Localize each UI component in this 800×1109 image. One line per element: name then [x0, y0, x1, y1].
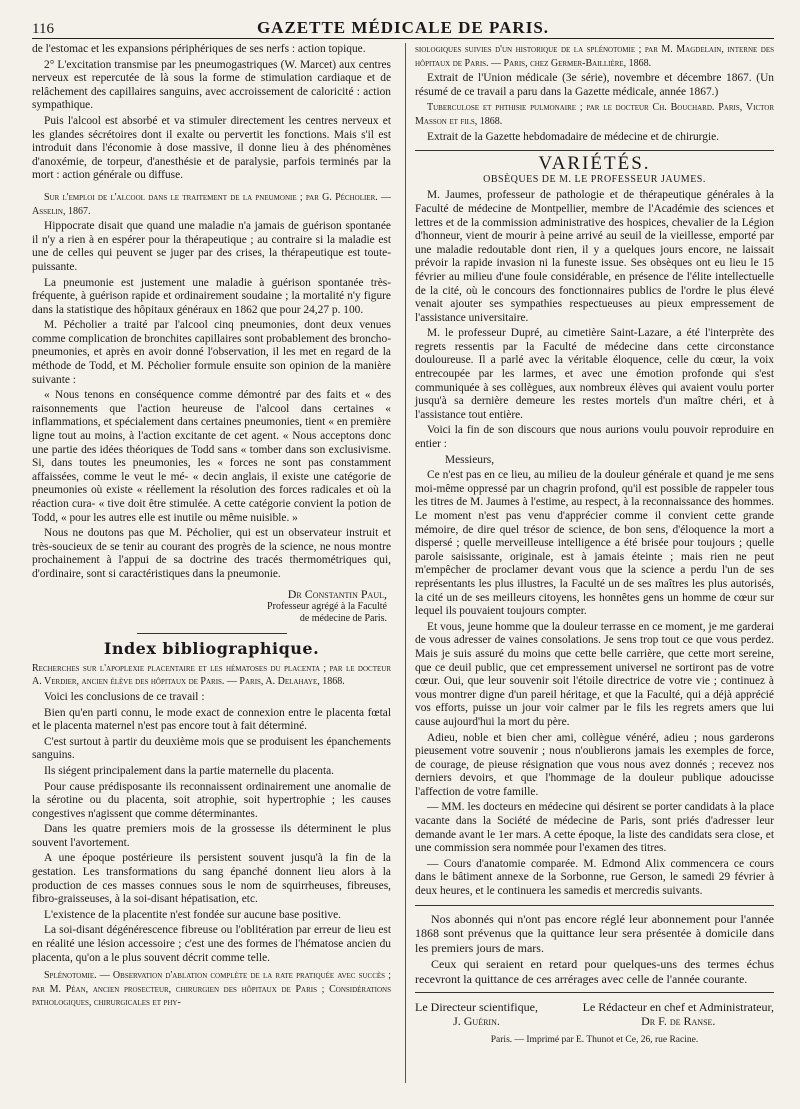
- signature-role: de médecine de Paris.: [299, 613, 387, 625]
- signature-name: Dr Constantin Paul,: [287, 586, 387, 601]
- page-number: 116: [32, 21, 54, 37]
- section-title: VARIÉTÉS.: [538, 153, 651, 175]
- signature-block: [32, 588, 387, 626]
- paragraph: Ils siégent principalement dans la partie maternelle du placenta.: [44, 764, 335, 777]
- paragraph: La pneumonie est justement une maladie à guérison spontanée très-fréquente, à guérison rapide et ordinairement soudaine ; la mortalité n'y figure dans la statistique des hôpitaux généraux en 1862 que pour 24,27 p. 100.: [32, 276, 391, 316]
- paragraph: A une époque postérieure ils persistent souvent jusqu'à la fin de la gestation. Les transformations du sang épanché donnent lieu alors à la production de ces masses connues sous le nom de squirrheuses, fibreuses, fibro-graisseuses, à la soi-disant hépatisation, etc.: [32, 852, 391, 906]
- paragraph: L'existence de la placentite n'est fondée sur aucune base positive.: [44, 908, 341, 921]
- director-role: Le Directeur scientifique,: [415, 1000, 538, 1015]
- paragraph: C'est surtout à partir du deuxième mois que se produisent les épanchements sanguins.: [32, 735, 391, 762]
- paragraph: Ce n'est pas en ce lieu, au milieu de la douleur générale et quand je me sens moi-même oppressé par un chagrin profond, qu'il est possible de rappeler tous les titres de M. Jaumes à l'estime, au respect, à la reconnaissance des hommes. Le moment n'est pas venu d'apprécier comme il convient cette grande mémoire, de dire quel trésor de science, de bon sens, d'éloquence la mort a dispersé ; quelle merveilleuse intelligence a été brisée pour toujours ; quelle parole saisissante, originale, est à jamais éteinte ; mais rien ne peut m'empêcher de proclamer devant vous que la science a perdu l'un de ses représentants les plus illustres, la Faculté un de ses maîtres les plus autorisés, la cité un de ses meilleurs citoyens, les honnêtes gens un homme de cœur sur lequel ils pouvaient toujours compter.: [415, 469, 774, 618]
- paragraph: M. le professeur Dupré, au cimetière Saint-Lazare, a été l'interprète des regrets ressentis par la Faculté de médecine dans cette circonstance douloureuse. Il a parlé avec la véritable éloquence, celle du cœur, la voix entrecoupée par les larmes, et avec une émotion profonde qui s'est communiquée à ses collègues, aux nombreux élèves qui avaient voulu porter jusqu'à sa dernière demeure les restes mortels d'un maître chéri, et à l'assistance tout entière.: [415, 327, 774, 421]
- reference: Splénotomie. — Observation d'ablation complète de la rate pratiquée avec succès ; par M. Péan, ancien prosecteur, chirurgien des hôpitaux de Paris ; Considérations pathologiques, chirurgicales et phy-: [32, 970, 391, 1009]
- paragraph: Voici les conclusions de ce travail :: [44, 690, 205, 703]
- divider: [415, 150, 774, 151]
- quotation: « Nous tenons en conséquence comme démontré par des faits et « des raisonnements que l'action heureuse de l'alcool dans certaines « inflammations, et spécialement dans certaines pneumonies, tient « en première ligne tout au moins, à l'action excitante de cet agent. « Nous acceptons donc une partie des idées théoriques de Todd sans « tomber dans son exclusivisme. Si, dans toutes les pneumonies, les « forces ne sont pas constamment affaissées, comme le veut le mé- « decin anglais, il existe une catégorie de pneumonies où existe « réellement la résolution des forces radicales et où la réaction cura- « tive doit être stimulée. A cette catégorie convient la potion de Todd, « pour les autres elle est inutile ou même nuisible. »: [32, 389, 391, 524]
- paragraph: Hippocrate disait que quand une maladie n'a jamais de guérison spontanée il n'y a rien à en espérer pour la thérapeutique ; au contraire si la maladie est une de celles qui peuvent se juger par des crises, la thérapeutique est toute-puissante.: [32, 220, 391, 273]
- paragraph: Ceux qui seraient en retard pour quelques-uns des termes échus recevront la quittance de ces arrérages avec celle de l'année courante.: [415, 957, 774, 986]
- reference: Recherches sur l'apoplexie placentaire et les hématoses du placenta ; par le docteur A. Verdier, ancien élève des hôpitaux de Paris. — Paris, A. Delahaye, 1868.: [32, 662, 391, 688]
- page-header: [32, 12, 774, 39]
- paragraph: Adieu, noble et bien cher ami, collègue vénéré, adieu ; nous garderons pieusement votre souvenir ; nous n'oublierons jamais les exemples de force, de courage, de pieuse résignation que vous nous avez donnés ; recevez nos derniers devoirs, et que l'hommage de la douleur publique adoucisse l'affection de votre famille.: [415, 731, 774, 798]
- paragraph: — Cours d'anatomie comparée. M. Edmond Alix commencera ce cours dans le bâtiment annexe de la Sorbonne, rue Gerson, le samedi 29 février à deux heures, et le continuera les samedis et mercredis suivants.: [415, 857, 774, 898]
- divider: [137, 633, 287, 634]
- editor-name: Dr F. de Ranse.: [641, 1013, 716, 1028]
- journal-title: GAZETTE MÉDICALE DE PARIS.: [256, 18, 550, 37]
- editor-role: Le Rédacteur en chef et Administrateur,: [582, 1000, 774, 1015]
- reference: siologiques suivies d'un historique de la splénotomie ; par M. Magdelain, interne des hôpitaux de Paris. — Paris, chez Germer-Baillière, 1868.: [415, 44, 774, 69]
- paragraph: Pour cause prédisposante ils reconnaissent ordinairement une anomalie de la sérotine ou du placenta, soit atrophie, soit hypertrophie ; les causes congestives n'agissent que comme déterminantes.: [32, 780, 391, 820]
- paragraph: Et vous, jeune homme que la douleur terrasse en ce moment, je me garderai de vous adresser de vaines consolations. Je sens trop tout ce que vous perdez. Mais je suis assuré du moins que cette belle carrière, que cette mort sereine, que ce deuil public, que cet empressement universel ne sortiront pas de votre cœur. Oui, que leur souvenir soit l'étoile directrice de votre vie ; continuez à vous montrer digne d'un pareil héritage, et que la Faculté, qui a déjà apprécié vos efforts, puisse un jour voir calmer par le fils les regrets amers que lui cause aujourd'hui la mort du père.: [415, 620, 774, 728]
- paragraph: — MM. les docteurs en médecine qui désirent se porter candidats à la place vacante dans la Société de médecine de Paris, sont priés d'adresser leur demande avant le 1er mars. A cette époque, la liste des candidats sera close, et une commission sera nommée pour l'examen des titres.: [415, 801, 774, 855]
- editorial-signatures: [415, 1001, 774, 1028]
- reference: Tuberculose et phthisie pulmonaire ; par le docteur Ch. Bouchard. Paris, Victor Masson et fils, 1868.: [415, 102, 774, 127]
- section-title: Index bibliographique.: [103, 639, 320, 659]
- paragraph: Puis l'alcool est absorbé et va stimuler directement les centres nerveux et les glandes sécrétoires dont il exalte ou pervertit les fonctions. Mais s'il est introduit dans l'économie à dose massive, il donne lieu à des phénomènes d'anoxémie, de torpeur, d'anesthésie et de paralysie, parfois terminés par la mort : action générale ou diffuse.: [32, 114, 391, 182]
- salutation: Messieurs,: [445, 453, 495, 466]
- article-title: Sur l'emploi de l'alcool dans le traitement de la pneumonie ; par G. Pécholier. — Asselin, 1867.: [32, 191, 391, 217]
- left-column: [32, 43, 391, 1083]
- paragraph: M. Pécholier a traité par l'alcool cinq pneumonies, dont deux venues comme complication de bronchites capillaires sont probablement des broncho-pneumonies, et après en avoir donné l'observation, il les met en regard de la méthode de Todd, et M. Pécholier formule ensuite son opinion de la manière suivante :: [32, 319, 391, 386]
- divider: [415, 905, 774, 906]
- paragraph: 2° L'excitation transmise par les pneumogastriques (W. Marcet) aux centres nerveux est repercutée de là sous la forme de stimulation cardiaque et de relâchement des capillaires sanguins, avec accroissement de caloricité : action sympathique.: [32, 58, 391, 112]
- paragraph: M. Jaumes, professeur de pathologie et de thérapeutique générales à la Faculté de médecine de Montpellier, membre de l'Académie des sciences et lettres et de la commission administrative des hospices, chevalier de la Légion d'honneur, vient de mourir à peine arrivé au seuil de la vieillesse, emporté par une maladie redoutable dont rien, il y a quelques jours encore, ne laissait prévoir la rapide invasion ni la funeste issue. Ses obsèques ont eu lieu le 15 février au milieu d'une foule considérable, en présence de l'élite intellectuelle de la cité, où le concours des fonctionnaires publics de l'ordre le plus élevé venait ajouter ses sympathies respectueuses au pieux empressement de l'assistance universitaire.: [415, 189, 774, 324]
- director-name: J. Guérin.: [453, 1013, 500, 1028]
- right-column: [405, 43, 774, 1083]
- editor-signature: [583, 1001, 774, 1028]
- director-signature: [415, 1001, 538, 1028]
- paragraph: Extrait de l'Union médicale (3e série), novembre et décembre 1867. (Un résumé de ce travail a paru dans la Gazette médicale, année 1867.): [415, 72, 774, 98]
- paragraph: de l'estomac et les expansions périphériques de ses nerfs : action topique.: [32, 43, 366, 55]
- paragraph: Nos abonnés qui n'ont pas encore réglé leur abonnement pour l'année 1868 sont prévenus que la quittance leur sera présentée à domicile dans les premiers jours de mars.: [415, 911, 774, 955]
- paragraph: Dans les quatre premiers mois de la grossesse ils déterminent le plus souvent l'avortement.: [32, 823, 391, 849]
- subscriber-notice: [415, 912, 774, 987]
- paragraph: Extrait de la Gazette hebdomadaire de médecine et de chirurgie.: [427, 130, 720, 143]
- section-subtitle: OBSÈQUES DE M. LE PROFESSEUR JAUMES.: [483, 173, 706, 185]
- paragraph: La soi-disant dégénérescence fibreuse ou l'oblitération par erreur de lieu est en réalité une lésion accessoire ; c'est une des formes de l'hématose ancien du placenta, qu'on a le plus souvent décrit comme telle.: [32, 924, 391, 964]
- imprint: Paris. — Imprimé par E. Thunot et Ce, 26, rue Racine.: [490, 1035, 699, 1046]
- signature-role: Professeur agrégé à la Faculté: [267, 601, 387, 613]
- paragraph: Bien qu'en parti connu, le mode exact de connexion entre le placenta fœtal et le placenta maternel n'est pas encore tout à fait déterminé.: [32, 706, 391, 733]
- paragraph: Voici la fin de son discours que nous aurions voulu pouvoir reproduire en entier :: [415, 424, 774, 451]
- paragraph: Nous ne doutons pas que M. Pécholier, qui est un observateur instruit et très-soucieux de se tenir au courant des progrès de la science, ne nous montre prochainement à l'appui de sa doctrine des tracés thermométriques qui, d'ordinaire, sont si caractéristiques dans la pneumonie.: [32, 527, 391, 580]
- divider: [415, 992, 774, 993]
- columns: [32, 43, 774, 1083]
